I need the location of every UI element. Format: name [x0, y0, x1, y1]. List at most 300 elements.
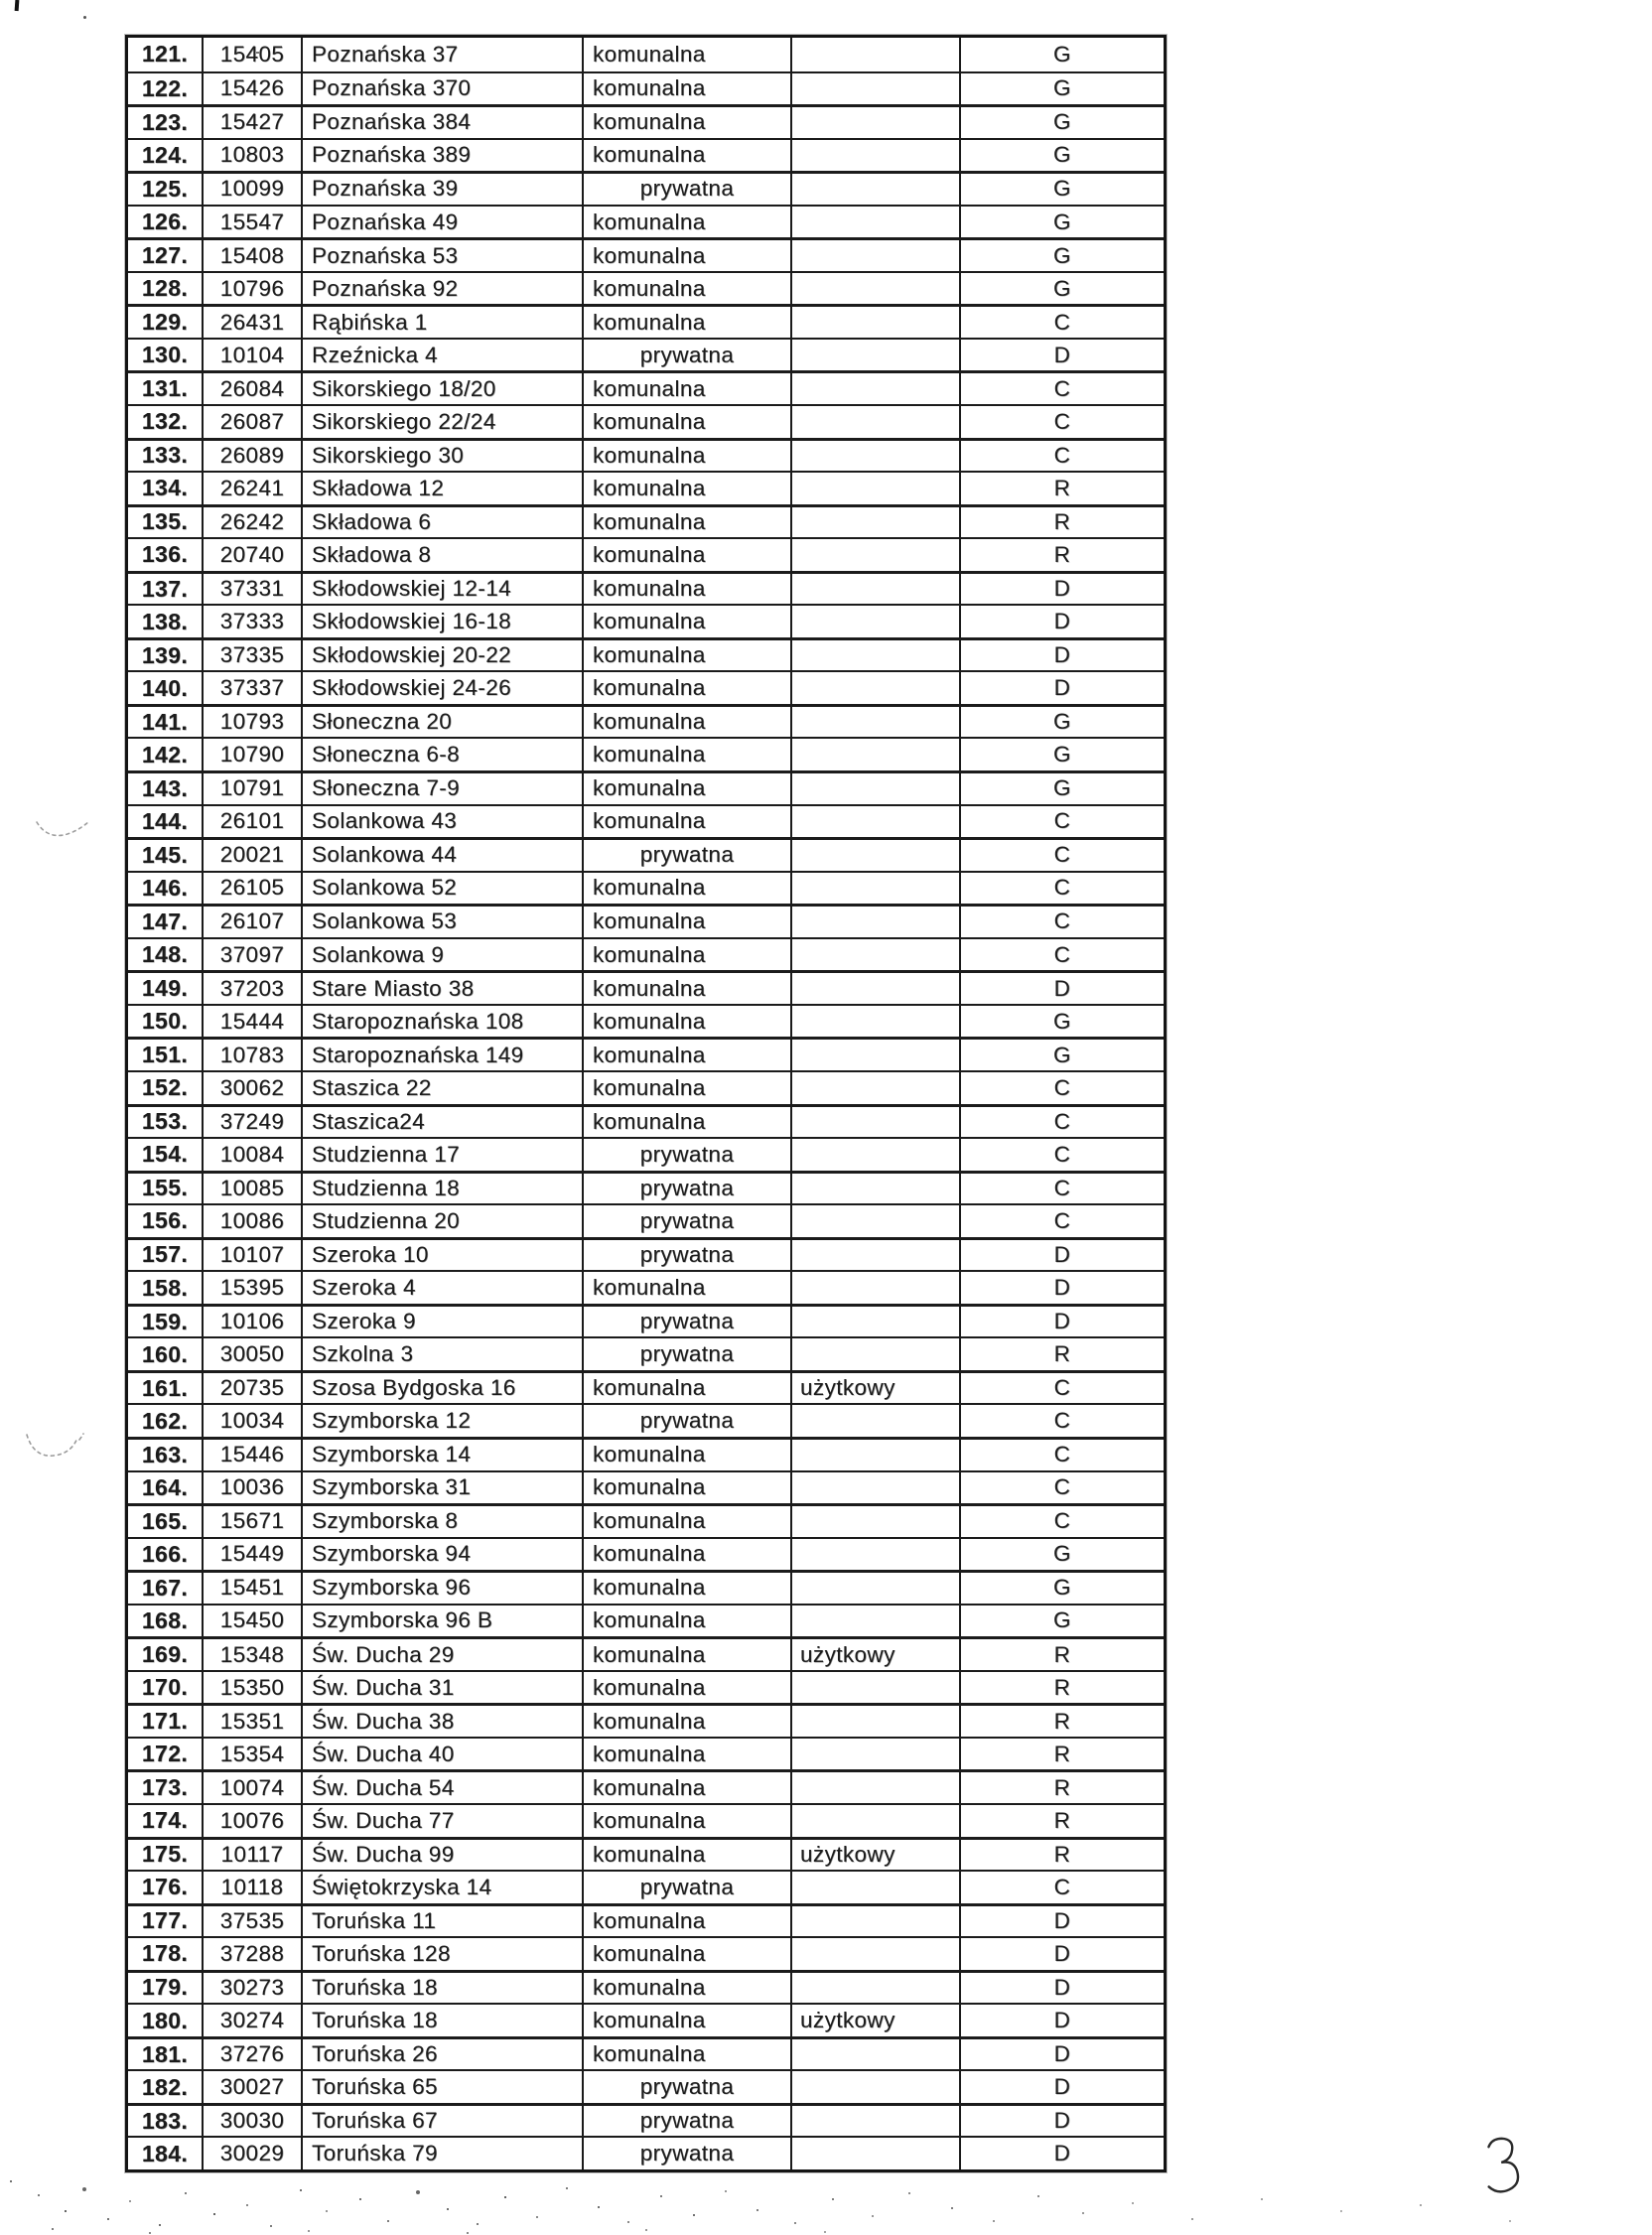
table-row [128, 2103, 1164, 2137]
ownership-type: komunalna [582, 1772, 790, 1803]
street-address: Solankowa 44 [301, 840, 582, 871]
ownership-type: prywatna [582, 1205, 790, 1237]
table-row [128, 138, 1164, 172]
table-row [128, 438, 1164, 472]
row-number: 166. [141, 1540, 189, 1567]
category-letter: C [959, 840, 1164, 871]
row-number: 146. [141, 874, 189, 901]
usage-note [790, 773, 959, 804]
usage-note [790, 1307, 959, 1337]
table-row [128, 504, 1164, 538]
registry-id: 15408 [202, 240, 301, 271]
row-number: 147. [141, 908, 189, 934]
street-address: Szymborska 96 B [301, 1606, 582, 1637]
row-number: 128. [141, 275, 189, 302]
ownership-type: komunalna [582, 806, 790, 838]
table-row [128, 1137, 1164, 1171]
row-number: 164. [141, 1473, 189, 1500]
row-number: 142. [141, 741, 189, 768]
registry-id: 26089 [202, 441, 301, 472]
category-letter: G [959, 174, 1164, 205]
category-letter: G [959, 207, 1164, 238]
registry-id: 26105 [202, 873, 301, 905]
ownership-type: komunalna [582, 707, 790, 738]
usage-note [790, 1006, 959, 1038]
category-letter: R [959, 1805, 1164, 1837]
ownership-type: komunalna [582, 1739, 790, 1770]
registry-id: 26107 [202, 907, 301, 937]
row-number: 154. [141, 1141, 189, 1168]
category-letter: R [959, 1672, 1164, 1704]
category-letter: C [959, 806, 1164, 838]
usage-note [790, 2106, 959, 2137]
row-number: 184. [141, 2140, 189, 2166]
registry-id: 10790 [202, 739, 301, 770]
street-address: Studzienna 17 [301, 1139, 582, 1171]
usage-note [790, 1506, 959, 1537]
table-row [128, 1304, 1164, 1337]
ownership-type: komunalna [582, 1573, 790, 1604]
usage-note [790, 574, 959, 605]
ownership-type: komunalna [582, 1040, 790, 1070]
ownership-type: komunalna [582, 1472, 790, 1504]
street-address: Solankowa 53 [301, 907, 582, 937]
usage-note [790, 473, 959, 504]
registry-id: 37097 [202, 939, 301, 971]
row-number: 178. [141, 1940, 189, 1967]
table-row [128, 370, 1164, 404]
table-row [128, 38, 1164, 71]
ownership-type: komunalna [582, 2039, 790, 2070]
registry-id: 37288 [202, 1938, 301, 1970]
table-row [128, 1604, 1164, 1637]
table-row [128, 904, 1164, 937]
ownership-type: komunalna [582, 240, 790, 271]
street-address: Szymborska 12 [301, 1405, 582, 1437]
category-letter: G [959, 38, 1164, 71]
ownership-type: komunalna [582, 273, 790, 305]
ownership-type: komunalna [582, 973, 790, 1004]
row-number: 131. [141, 375, 189, 402]
street-address: Św. Ducha 40 [301, 1739, 582, 1770]
street-address: Poznańska 370 [301, 73, 582, 105]
usage-note [790, 441, 959, 472]
registry-id: 10086 [202, 1205, 301, 1237]
registry-id: 37535 [202, 1906, 301, 1937]
table-row [128, 537, 1164, 571]
street-address: Skłodowskiej 16-18 [301, 606, 582, 637]
usage-note [790, 1139, 959, 1171]
registry-id: 10783 [202, 1040, 301, 1070]
row-number: 149. [141, 975, 189, 1002]
category-letter: C [959, 1472, 1164, 1504]
registry-id: 30027 [202, 2071, 301, 2103]
registry-id: 37249 [202, 1107, 301, 1138]
ownership-type: komunalna [582, 1107, 790, 1138]
registry-id: 15351 [202, 1706, 301, 1737]
registry-id: 15446 [202, 1440, 301, 1470]
category-letter: G [959, 73, 1164, 105]
registry-id: 10803 [202, 140, 301, 172]
registry-id: 10106 [202, 1307, 301, 1337]
category-letter: D [959, 2005, 1164, 2036]
ownership-type: komunalna [582, 107, 790, 138]
usage-note [790, 1040, 959, 1070]
street-address: Poznańska 37 [301, 38, 582, 71]
registry-id: 15405 [202, 38, 301, 71]
registry-id: 37276 [202, 2039, 301, 2070]
category-letter: R [959, 1706, 1164, 1737]
usage-note [790, 2138, 959, 2169]
street-address: Słoneczna 6-8 [301, 739, 582, 770]
ownership-type: komunalna [582, 441, 790, 472]
registry-id: 15354 [202, 1739, 301, 1770]
usage-note [790, 307, 959, 338]
registry-id: 26101 [202, 806, 301, 838]
table-row [128, 670, 1164, 704]
usage-note: użytkowy [790, 1373, 959, 1404]
row-number: 148. [141, 941, 189, 968]
street-address: Składowa 12 [301, 473, 582, 504]
street-address: Sikorskiego 18/20 [301, 373, 582, 404]
row-number: 127. [141, 242, 189, 269]
ownership-type: komunalna [582, 574, 790, 605]
scan-corner-mark [15, 0, 20, 11]
row-number: 126. [141, 209, 189, 234]
street-address: Solankowa 43 [301, 806, 582, 838]
street-address: Szymborska 96 [301, 1573, 582, 1604]
street-address: Szymborska 94 [301, 1539, 582, 1571]
usage-note [790, 1174, 959, 1204]
row-number: 123. [141, 108, 189, 135]
ownership-type: komunalna [582, 2005, 790, 2036]
category-letter: R [959, 1739, 1164, 1770]
row-number: 141. [141, 708, 189, 735]
registry-id: 15449 [202, 1539, 301, 1571]
registry-id: 30030 [202, 2106, 301, 2137]
row-number: 170. [141, 1674, 189, 1701]
usage-note [790, 1205, 959, 1237]
registry-id: 15426 [202, 73, 301, 105]
category-letter: D [959, 640, 1164, 671]
registry-id: 20735 [202, 1373, 301, 1404]
category-letter: R [959, 1639, 1164, 1670]
ownership-type: komunalna [582, 1840, 790, 1871]
table-row [128, 1537, 1164, 1571]
usage-note [790, 38, 959, 71]
table-row [128, 1171, 1164, 1204]
category-letter: G [959, 707, 1164, 738]
usage-note [790, 873, 959, 905]
street-address: Staropoznańska 108 [301, 1006, 582, 1038]
street-address: Toruńska 79 [301, 2138, 582, 2169]
table-row [128, 404, 1164, 438]
registry-id: 26087 [202, 406, 301, 438]
usage-note [790, 2039, 959, 2070]
row-number: 163. [141, 1441, 189, 1467]
usage-note [790, 1240, 959, 1271]
street-address: Stare Miasto 38 [301, 973, 582, 1004]
ownership-type: komunalna [582, 907, 790, 937]
category-letter: R [959, 1840, 1164, 1871]
street-address: Rąbińska 1 [301, 307, 582, 338]
registry-id: 15671 [202, 1506, 301, 1537]
category-letter: D [959, 1307, 1164, 1337]
ownership-type: komunalna [582, 73, 790, 105]
usage-note [790, 140, 959, 172]
street-address: Studzienna 20 [301, 1205, 582, 1237]
category-letter: C [959, 1107, 1164, 1138]
table-row [128, 837, 1164, 871]
row-number: 181. [141, 2040, 189, 2067]
category-letter: G [959, 140, 1164, 172]
category-letter: D [959, 1272, 1164, 1304]
row-number: 134. [141, 475, 189, 501]
category-letter: G [959, 1573, 1164, 1604]
row-number: 168. [141, 1606, 189, 1633]
row-number: 155. [141, 1175, 189, 1201]
row-number: 151. [141, 1042, 189, 1068]
table-row [128, 171, 1164, 205]
category-letter: D [959, 340, 1164, 371]
usage-note [790, 507, 959, 538]
street-address: Poznańska 389 [301, 140, 582, 172]
usage-note [790, 1405, 959, 1437]
table-row [128, 1636, 1164, 1670]
table-row [128, 1203, 1164, 1237]
ownership-type: prywatna [582, 1405, 790, 1437]
row-number: 159. [141, 1308, 189, 1334]
registry-id: 10796 [202, 273, 301, 305]
table-row [128, 1737, 1164, 1770]
street-address: Św. Ducha 31 [301, 1672, 582, 1704]
usage-note [790, 406, 959, 438]
category-letter: G [959, 273, 1164, 305]
category-letter: D [959, 672, 1164, 704]
usage-note [790, 2071, 959, 2103]
row-number: 177. [141, 1907, 189, 1934]
category-letter: C [959, 1072, 1164, 1104]
registry-id: 10085 [202, 1174, 301, 1204]
usage-note [790, 1706, 959, 1737]
registry-id: 15427 [202, 107, 301, 138]
table-row [128, 1503, 1164, 1537]
registry-id: 37333 [202, 606, 301, 637]
table-row [128, 205, 1164, 238]
ownership-type: komunalna [582, 1906, 790, 1937]
usage-note [790, 840, 959, 871]
street-address: Toruńska 67 [301, 2106, 582, 2137]
ownership-type: komunalna [582, 1373, 790, 1404]
row-number: 150. [141, 1008, 189, 1035]
usage-note [790, 1938, 959, 1970]
table-row [128, 71, 1164, 105]
street-address: Toruńska 65 [301, 2071, 582, 2103]
ownership-type: komunalna [582, 773, 790, 804]
street-address: Św. Ducha 29 [301, 1639, 582, 1670]
pencil-squiggle-mark [24, 1430, 85, 1464]
registry-id: 20021 [202, 840, 301, 871]
table-row [128, 604, 1164, 637]
table-row [128, 1336, 1164, 1370]
ownership-type: komunalna [582, 1938, 790, 1970]
street-address: Solankowa 9 [301, 939, 582, 971]
table-row [128, 637, 1164, 671]
street-address: Poznańska 384 [301, 107, 582, 138]
usage-note [790, 1872, 959, 1903]
table-row [128, 970, 1164, 1004]
table-row [128, 1270, 1164, 1304]
row-number: 136. [141, 541, 189, 568]
street-address: Toruńska 18 [301, 2005, 582, 2036]
usage-note [790, 1805, 959, 1837]
table-row [128, 1104, 1164, 1138]
table-row [128, 937, 1164, 971]
row-number: 174. [141, 1807, 189, 1834]
usage-note: użytkowy [790, 1639, 959, 1670]
usage-note [790, 273, 959, 305]
usage-note [790, 340, 959, 371]
row-number: 162. [141, 1407, 189, 1434]
table-row [128, 2136, 1164, 2169]
table-row [128, 704, 1164, 738]
ownership-type: komunalna [582, 739, 790, 770]
table-row [128, 1803, 1164, 1837]
ownership-type: komunalna [582, 606, 790, 637]
row-number: 182. [141, 2073, 189, 2100]
table-row [128, 1769, 1164, 1803]
row-number: 143. [141, 774, 189, 801]
row-number: 179. [141, 1974, 189, 2001]
category-letter: R [959, 473, 1164, 504]
ownership-type: prywatna [582, 2071, 790, 2103]
category-letter: R [959, 539, 1164, 571]
table-row [128, 770, 1164, 804]
category-letter: C [959, 1373, 1164, 1404]
street-address: Składowa 6 [301, 507, 582, 538]
table-row [128, 1936, 1164, 1970]
category-letter: C [959, 1872, 1164, 1903]
table-row [128, 1070, 1164, 1104]
registry-id: 30273 [202, 1973, 301, 2004]
street-address: Szymborska 31 [301, 1472, 582, 1504]
usage-note [790, 1107, 959, 1138]
category-letter: C [959, 373, 1164, 404]
registry-id: 10118 [202, 1872, 301, 1903]
street-address: Poznańska 49 [301, 207, 582, 238]
row-number: 158. [141, 1274, 189, 1301]
ownership-type: komunalna [582, 1539, 790, 1571]
usage-note [790, 1440, 959, 1470]
street-address: Szeroka 4 [301, 1272, 582, 1304]
table-row [128, 1237, 1164, 1271]
scan-noise-speckles [10, 2180, 12, 2182]
registry-id: 10076 [202, 1805, 301, 1837]
usage-note [790, 1573, 959, 1604]
table-row [128, 2069, 1164, 2103]
ownership-type: komunalna [582, 373, 790, 404]
usage-note [790, 739, 959, 770]
street-address: Szymborska 14 [301, 1440, 582, 1470]
table-row [128, 1670, 1164, 1704]
category-letter: C [959, 1139, 1164, 1171]
usage-note [790, 1672, 959, 1704]
street-address: Św. Ducha 38 [301, 1706, 582, 1737]
row-number: 125. [141, 175, 189, 202]
category-letter: C [959, 873, 1164, 905]
row-number: 175. [141, 1841, 189, 1868]
usage-note [790, 606, 959, 637]
ownership-type: prywatna [582, 1338, 790, 1370]
ownership-type: prywatna [582, 1139, 790, 1171]
usage-note [790, 207, 959, 238]
category-letter: D [959, 2106, 1164, 2137]
ownership-type: komunalna [582, 38, 790, 71]
category-letter: C [959, 1506, 1164, 1537]
category-letter: D [959, 606, 1164, 637]
table-row [128, 338, 1164, 371]
row-number: 165. [141, 1507, 189, 1534]
category-letter: C [959, 441, 1164, 472]
table-row [128, 571, 1164, 605]
registry-id: 10099 [202, 174, 301, 205]
registry-id: 30050 [202, 1338, 301, 1370]
row-number: 180. [141, 2007, 189, 2033]
registry-id: 30062 [202, 1072, 301, 1104]
usage-note [790, 1472, 959, 1504]
ownership-type: komunalna [582, 207, 790, 238]
street-address: Skłodowskiej 12-14 [301, 574, 582, 605]
ownership-type: komunalna [582, 507, 790, 538]
usage-note [790, 1973, 959, 2004]
table-row [128, 1570, 1164, 1604]
usage-note [790, 806, 959, 838]
ownership-type: komunalna [582, 1006, 790, 1038]
category-letter: C [959, 406, 1164, 438]
category-letter: D [959, 1240, 1164, 1271]
category-letter: C [959, 307, 1164, 338]
ownership-type: komunalna [582, 1639, 790, 1670]
table-row [128, 237, 1164, 271]
street-address: Studzienna 18 [301, 1174, 582, 1204]
usage-note: użytkowy [790, 2005, 959, 2036]
category-letter: D [959, 1906, 1164, 1937]
table-row [128, 737, 1164, 770]
ownership-type: komunalna [582, 1440, 790, 1470]
registry-id: 10036 [202, 1472, 301, 1504]
row-number: 122. [141, 74, 189, 101]
table-row [128, 871, 1164, 905]
category-letter: C [959, 1405, 1164, 1437]
street-address: Słoneczna 7-9 [301, 773, 582, 804]
street-address: Szosa Bydgoska 16 [301, 1373, 582, 1404]
ownership-type: prywatna [582, 340, 790, 371]
usage-note [790, 1906, 959, 1937]
street-address: Skłodowskiej 24-26 [301, 672, 582, 704]
ownership-type: komunalna [582, 640, 790, 671]
usage-note [790, 672, 959, 704]
table-row [128, 1470, 1164, 1504]
ownership-type: prywatna [582, 1174, 790, 1204]
table-row [128, 304, 1164, 338]
category-letter: R [959, 507, 1164, 538]
registry-id: 15444 [202, 1006, 301, 1038]
table-row [128, 1403, 1164, 1437]
street-address: Toruńska 18 [301, 1973, 582, 2004]
ownership-type: komunalna [582, 473, 790, 504]
category-letter: D [959, 574, 1164, 605]
street-address: Składowa 8 [301, 539, 582, 571]
